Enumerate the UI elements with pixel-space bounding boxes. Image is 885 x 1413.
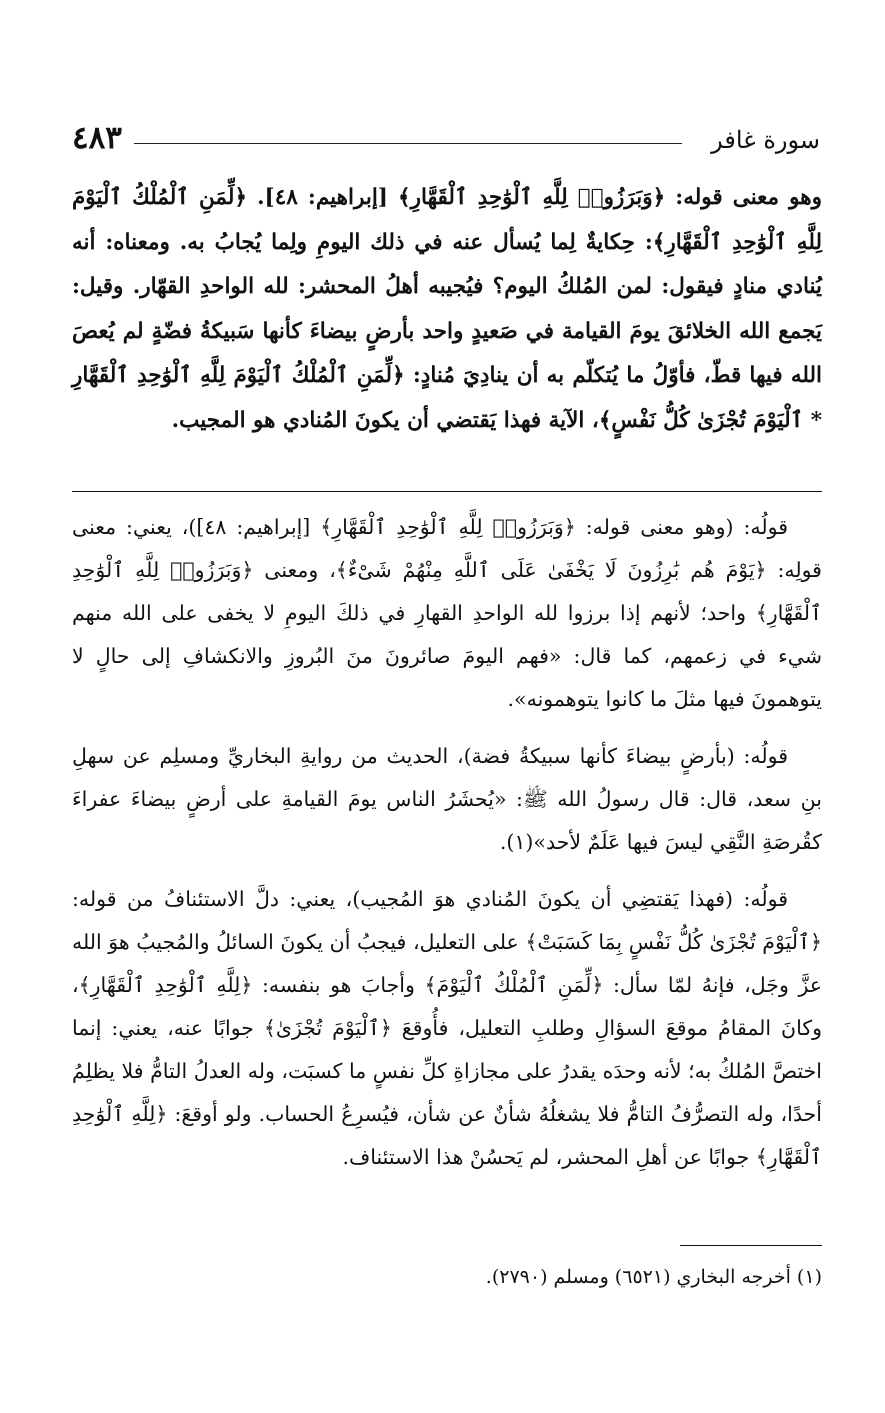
commentary [72,506,822,1179]
main-text [72,176,822,443]
section-divider [72,491,822,492]
commentary-paragraph-2: قولُه: (بأرضٍ بيضاءَ كأنها سبيكةُ فضة)، الحديث من روايةِ البخاريِّ ومسلِم عن سهلِ بنِ سعد، قال: قال رسولُ الله ﷺ: «يُحشَرُ الناس يومَ القيامةِ على أرضٍ بيضاءَ عفراءَ كقُرصَةِ النَّقِي ليسَ فيها عَلَمٌ لأحد»(١). [72,744,822,854]
page-number: ٤٨٣ [72,120,122,156]
header-rule [134,143,682,144]
page-header [72,118,820,162]
commentary-paragraph-1: قولُه: (وهو معنى قوله: ﴿وَبَرَزُوا۟ لِلَّهِ ٱلْوَٰحِدِ ٱلْقَهَّارِ﴾ [إبراهيم: ٤٨])، يعني: معنى قولِه: ﴿يَوْمَ هُم بَٰرِزُونَ لَا يَخْفَىٰ عَلَى ٱللَّهِ مِنْهُمْ شَىْءٌ﴾، ومعنى ﴿وَبَرَزُوا۟ لِلَّهِ ٱلْوَٰحِدِ ٱلْقَهَّارِ﴾ واحد؛ لأنهم إذا برزوا لله الواحدِ القهارِ في ذلكَ اليومِ لا يخفى على الله منهم شيء في زعمهم، كما قال: «فهم اليومَ صائرونَ منَ البُروزِ والانكشافِ إلى حالٍ لا يتوهمونَ فيها مثلَ ما كانوا يتوهمونه». [72,515,822,711]
main-paragraph: وهو معنى قوله: ﴿وَبَرَزُوا۟ لِلَّهِ ٱلْوَٰحِدِ ٱلْقَهَّارِ﴾ [إبراهيم: ٤٨]. ﴿لِّمَنِ ٱلْمُلْكُ ٱلْيَوْمَ لِلَّهِ ٱلْوَٰحِدِ ٱلْقَهَّارِ﴾: حِكايةٌ لِما يُسأل عنه في ذلك اليومِ ولِما يُجابُ به. ومعناه: أنه يُنادي منادٍ فيقول: لمن المُلكُ اليوم؟ فيُجيبه أهلُ المحشر: لله الواحدِ القهّار. وقيل: يَجمع الله الخلائقَ يومَ القيامة في صَعيدٍ واحد بأرضٍ بيضاءَ كأنها سَبيكةُ فضّةٍ لم يُعصَ الله فيها قطّ، فأوّلُ ما يُتكلّم به أن ينادِيَ مُنادٍ: ﴿لِّمَنِ ٱلْمُلْكُ ٱلْيَوْمَ لِلَّهِ ٱلْوَٰحِدِ ٱلْقَهَّارِ * ٱلْيَوْمَ تُجْزَىٰ كُلُّ نَفْسٍ﴾، الآية فهذا يَقتضي أن يكونَ المُنادي هو المجيب. [72,185,822,433]
paragraph-gap [72,721,822,735]
footnote-rule [680,1245,822,1246]
commentary-paragraph-3: قولُه: (فهذا يَقتضِي أن يكونَ المُنادي هوَ المُجيب)، يعني: دلَّ الاستئنافُ من قوله: ﴿ٱلْيَوْمَ تُجْزَىٰ كُلُّ نَفْسٍ بِمَا كَسَبَتْ﴾ على التعليل، فيجبُ أن يكونَ السائلُ والمُجيبُ هوَ الله عزَّ وجَل، فإنهُ لمّا سأل: ﴿لِّمَنِ ٱلْمُلْكُ ٱلْيَوْمَ﴾ وأجابَ هو بنفسه: ﴿لِلَّهِ ٱلْوَٰحِدِ ٱلْقَهَّارِ﴾، وكانَ المقامُ موقعَ السؤالِ وطلبِ التعليل، فأُوقعَ ﴿ٱلْيَوْمَ تُجْزَىٰ﴾ جوابًا عنه، يعني: إنما اختصَّ المُلكُ به؛ لأنه وحدَه يقدرُ على مجازاةِ كلِّ نفسٍ ما كسبَت، وله العدلُ التامُّ فلا يظلِمُ أحدًا، وله التصرُّفُ التامُّ فلا يشغلُهُ شأنٌ عن شأن، فيُسرِعُ الحساب. ولو أوقعَ: ﴿لِلَّهِ ٱلْوَٰحِدِ ٱلْقَهَّارِ﴾ جوابًا عن أهلِ المحشر، لم يَحسُنْ هذا الاستئناف. [72,887,822,1169]
paragraph-gap [72,864,822,878]
surah-title: سورة غافر [711,126,820,154]
footnote: (١) أخرجه البخاري (٦٥٢١) ومسلم (٢٧٩٠). [485,1266,822,1288]
